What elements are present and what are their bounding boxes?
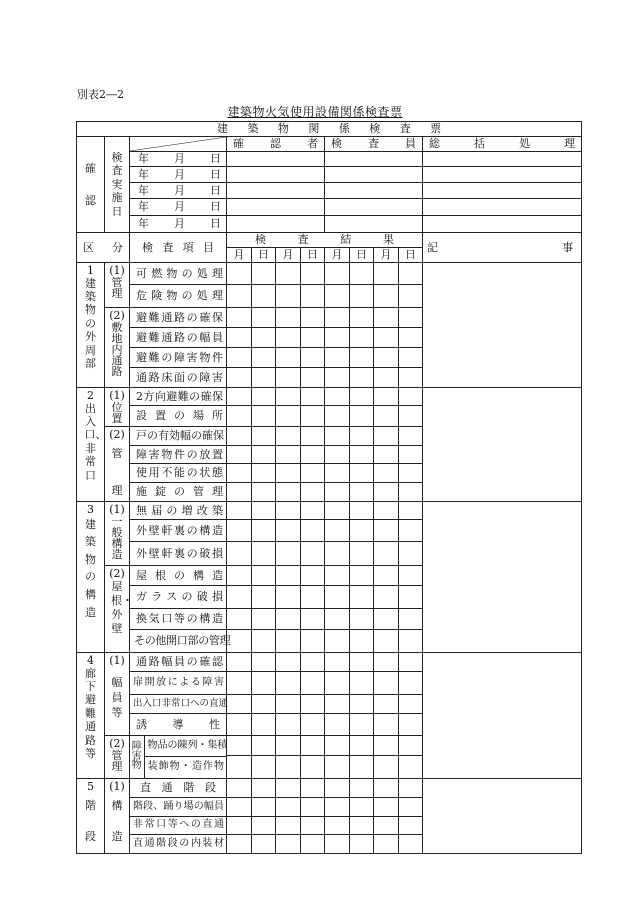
- item-row: 避難通路の幅員: [130, 328, 227, 348]
- item-row: 障害物件の放置: [130, 446, 227, 464]
- confirmer-cell-3: [227, 183, 325, 199]
- item-row: その他開口部の管理: [130, 630, 227, 653]
- day-header: 日: [399, 248, 423, 263]
- obstacle-label: 障害物: [130, 736, 144, 778]
- exec-date-1: 年 月 日: [130, 152, 227, 167]
- item-row: 換気口等の構造: [130, 609, 227, 630]
- section-4-label: 4 廊下避難通路等: [77, 653, 105, 779]
- confirmer-cell-1: [227, 152, 325, 167]
- section-1-label: 1 建築物の外周部: [77, 263, 105, 388]
- item-row: 扉開放による障害: [130, 672, 227, 695]
- item-row: 直通階段の内装材: [130, 835, 227, 854]
- day-header: 日: [252, 248, 276, 263]
- category-header: 区 分: [77, 233, 130, 263]
- inspector-cell-5: [325, 216, 423, 233]
- item-row: 使用不能の状態: [130, 464, 227, 483]
- summary-cell-5: [423, 216, 582, 233]
- item-row: 直通階段: [130, 779, 227, 798]
- item-row: 危険物の処理: [130, 285, 227, 308]
- inspector-header: 検 査 員: [325, 137, 423, 152]
- item-row: 施錠の管理: [130, 483, 227, 502]
- exec-date-2: 年 月 日: [130, 167, 227, 183]
- summary-cell-1: [423, 152, 582, 167]
- summary-header: 総括処理: [423, 137, 582, 152]
- sub-5-1: (1) 構 造: [105, 779, 130, 854]
- inspector-cell-4: [325, 199, 423, 216]
- item-header: 検査項目: [130, 233, 227, 263]
- document-reference: 別表2―2: [77, 88, 124, 101]
- item-row: 屋根の構造: [130, 566, 227, 586]
- note-cell-4: [423, 653, 582, 779]
- item-row: 装飾物・造作物: [147, 761, 224, 772]
- note-cell-1: [423, 263, 582, 388]
- note-header: 記 事: [423, 233, 582, 263]
- item-row: 戸の有効幅の確保: [130, 427, 227, 446]
- item-row: 避難通路の確保: [130, 308, 227, 328]
- sub-2-2: (2) 管 理: [105, 427, 130, 502]
- exec-date-4: 年 月 日: [130, 199, 227, 216]
- sub-4-1: (1) 幅員等: [105, 653, 130, 736]
- obstacle-group: [130, 736, 227, 779]
- sub-3-1: (1) 一般構造: [105, 502, 130, 566]
- item-row: 出入口非常口への直通: [130, 695, 227, 714]
- note-cell-5: [423, 779, 582, 854]
- item-row: 非常口等への直通: [130, 817, 227, 835]
- item-row: 外壁軒裏の構造: [130, 520, 227, 542]
- item-row: 2方向避難の確保: [130, 388, 227, 406]
- item-row: 可燃物の処理: [130, 263, 227, 285]
- day-header: 日: [350, 248, 374, 263]
- confirmer-header: 確 認 者: [227, 137, 325, 152]
- result-header: 検査結果: [227, 233, 423, 248]
- summary-cell-2: [423, 167, 582, 183]
- sub-1-1: (1) 管理: [105, 263, 130, 308]
- table-title: 建築物関係検査票: [77, 122, 582, 137]
- summary-cell-3: [423, 183, 582, 199]
- exec-date-3: 年 月 日: [130, 183, 227, 199]
- exec-date-5: 年 月 日: [130, 216, 227, 233]
- month-header: 月: [227, 248, 252, 263]
- confirmer-cell-4: [227, 199, 325, 216]
- summary-cell-4: [423, 199, 582, 216]
- sub-2-1: (1) 位置: [105, 388, 130, 427]
- inspector-cell-1: [325, 152, 423, 167]
- note-cell-3: [423, 502, 582, 653]
- confirmer-cell-5: [227, 216, 325, 233]
- section-3-label: 3 建築物の構造: [77, 502, 105, 653]
- exec-date-label: 検査実施日: [105, 137, 130, 233]
- inspector-cell-2: [325, 167, 423, 183]
- month-header: 月: [276, 248, 301, 263]
- section-5-label: 5 階 段: [77, 779, 105, 854]
- section-2-label: 2 出入口、 非常口: [77, 388, 105, 502]
- item-row: 階段、踊り場の幅員: [130, 798, 227, 817]
- item-row: 外壁軒裏の破損: [130, 542, 227, 566]
- sub-4-2: (2) 管理: [105, 736, 130, 779]
- sub-3-2: (2) 屋根・外壁: [105, 566, 130, 653]
- sub-1-2: (2) 敷地内通路: [105, 308, 130, 388]
- confirmer-cell-2: [227, 167, 325, 183]
- month-header: 月: [325, 248, 350, 263]
- diagonal-header-cell: [130, 137, 227, 152]
- confirm-label: 確 認: [77, 137, 105, 233]
- document-title: 建築物火気使用設備関係検査票: [227, 105, 403, 119]
- item-row: 設置の場所: [130, 406, 227, 427]
- day-header: 日: [301, 248, 325, 263]
- item-row: 避難の障害物件: [130, 348, 227, 368]
- item-row: 物品の陳列・集積: [144, 736, 226, 756]
- month-header: 月: [374, 248, 399, 263]
- diagonal-line: [130, 137, 226, 151]
- item-row: ガラスの破損: [130, 586, 227, 609]
- item-row: 通路床面の障害: [130, 368, 227, 388]
- inspection-form-table: [76, 121, 582, 854]
- note-cell-2: [423, 388, 582, 502]
- item-row: 誘導性: [130, 714, 227, 736]
- inspector-cell-3: [325, 183, 423, 199]
- item-row: 通路幅員の確認: [130, 653, 227, 672]
- item-row: 無届の増改築: [130, 502, 227, 520]
